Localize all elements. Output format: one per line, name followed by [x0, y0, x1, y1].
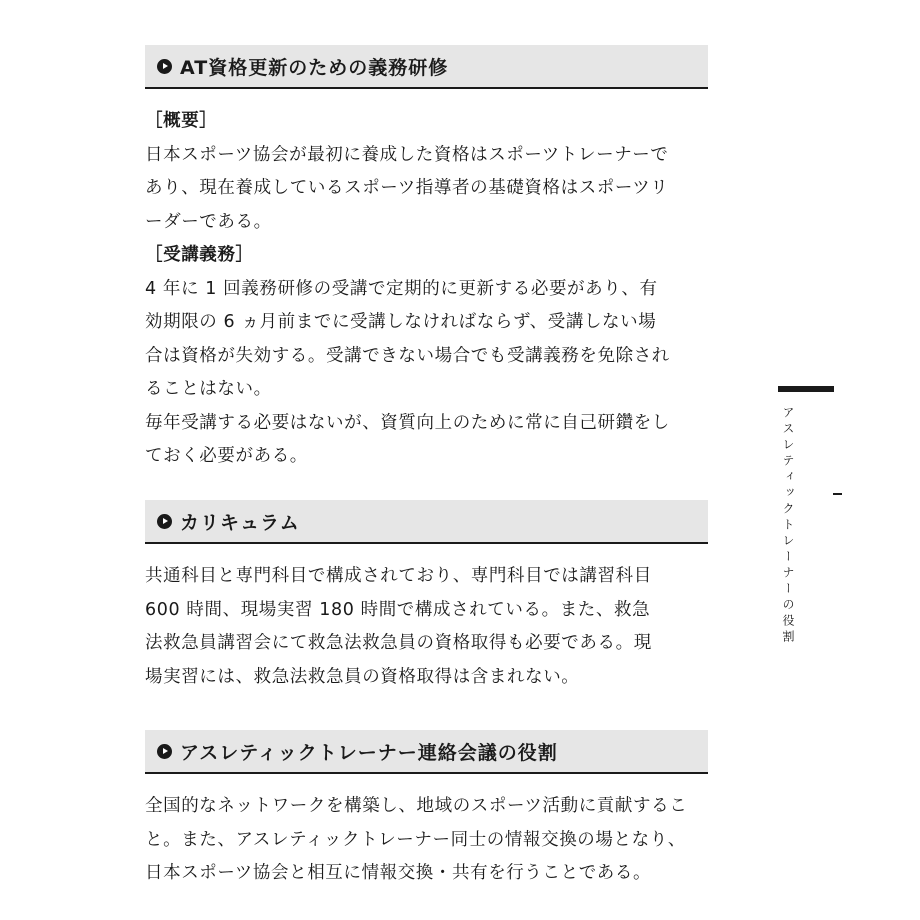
label-overview: ［概要］ — [145, 111, 218, 131]
chapter-tab-dash — [833, 493, 842, 495]
text-line: ておく必要がある。 — [145, 446, 308, 466]
section-title: アスレティックトレーナー連絡会議の役割 — [180, 741, 558, 764]
text-line: 日本スポーツ協会が最初に養成した資格はスポーツトレーナーで — [145, 144, 669, 165]
text-line: 全国的なネットワークを構築し、地域のスポーツ活動に貢献するこ — [145, 796, 688, 816]
text-line: 効期限の 6 ヵ月前までに受講しなければならず、受講しない場 — [145, 312, 657, 332]
text-line: と。また、アスレティックトレーナー同士の情報交換の場となり、 — [145, 829, 686, 850]
text-line: 合は資格が失効する。受講できない場合でも受講義務を免除され — [145, 345, 670, 366]
text-line: 場実習には、救急法救急員の資格取得は含まれない。 — [145, 666, 580, 687]
text-line: 共通科目と専門科目で構成されており、専門科目では講習科目 — [145, 566, 652, 586]
text-line: 法救急員講習会にて救急法救急員の資格取得も必要である。現 — [145, 633, 652, 653]
section-header-council-role — [145, 730, 708, 774]
chapter-title-vertical: アスレティックトレーナーの役割 — [781, 406, 795, 646]
label-duty: ［受講義務］ — [145, 245, 254, 265]
section-title: カリキュラム — [180, 511, 300, 534]
text-line: 毎年受講する必要はないが、資質向上のために常に自己研鑽をし — [145, 412, 670, 433]
play-bullet-icon — [157, 514, 172, 529]
text-line: あり、現在養成しているスポーツ指導者の基礎資格はスポーツリ — [145, 178, 669, 198]
section-header-at-renewal — [145, 45, 708, 89]
text-line: 4 年に 1 回義務研修の受講で定期的に更新する必要があり、有 — [145, 278, 658, 299]
chapter-tab-bar — [778, 386, 834, 392]
play-bullet-icon — [157, 59, 172, 74]
section-body-at-renewal — [145, 105, 720, 474]
section-body-council-role — [145, 790, 720, 891]
text-line: 日本スポーツ協会と相互に情報交換・共有を行うことである。 — [145, 863, 652, 883]
play-bullet-icon — [157, 744, 172, 759]
section-title: AT資格更新のための義務研修 — [180, 56, 449, 79]
text-line: ーダーである。 — [145, 211, 272, 232]
text-line: 600 時間、現場実習 180 時間で構成されている。また、救急 — [145, 599, 651, 620]
section-header-curriculum — [145, 500, 708, 544]
text-line: ることはない。 — [145, 379, 272, 399]
section-body-curriculum — [145, 560, 720, 694]
